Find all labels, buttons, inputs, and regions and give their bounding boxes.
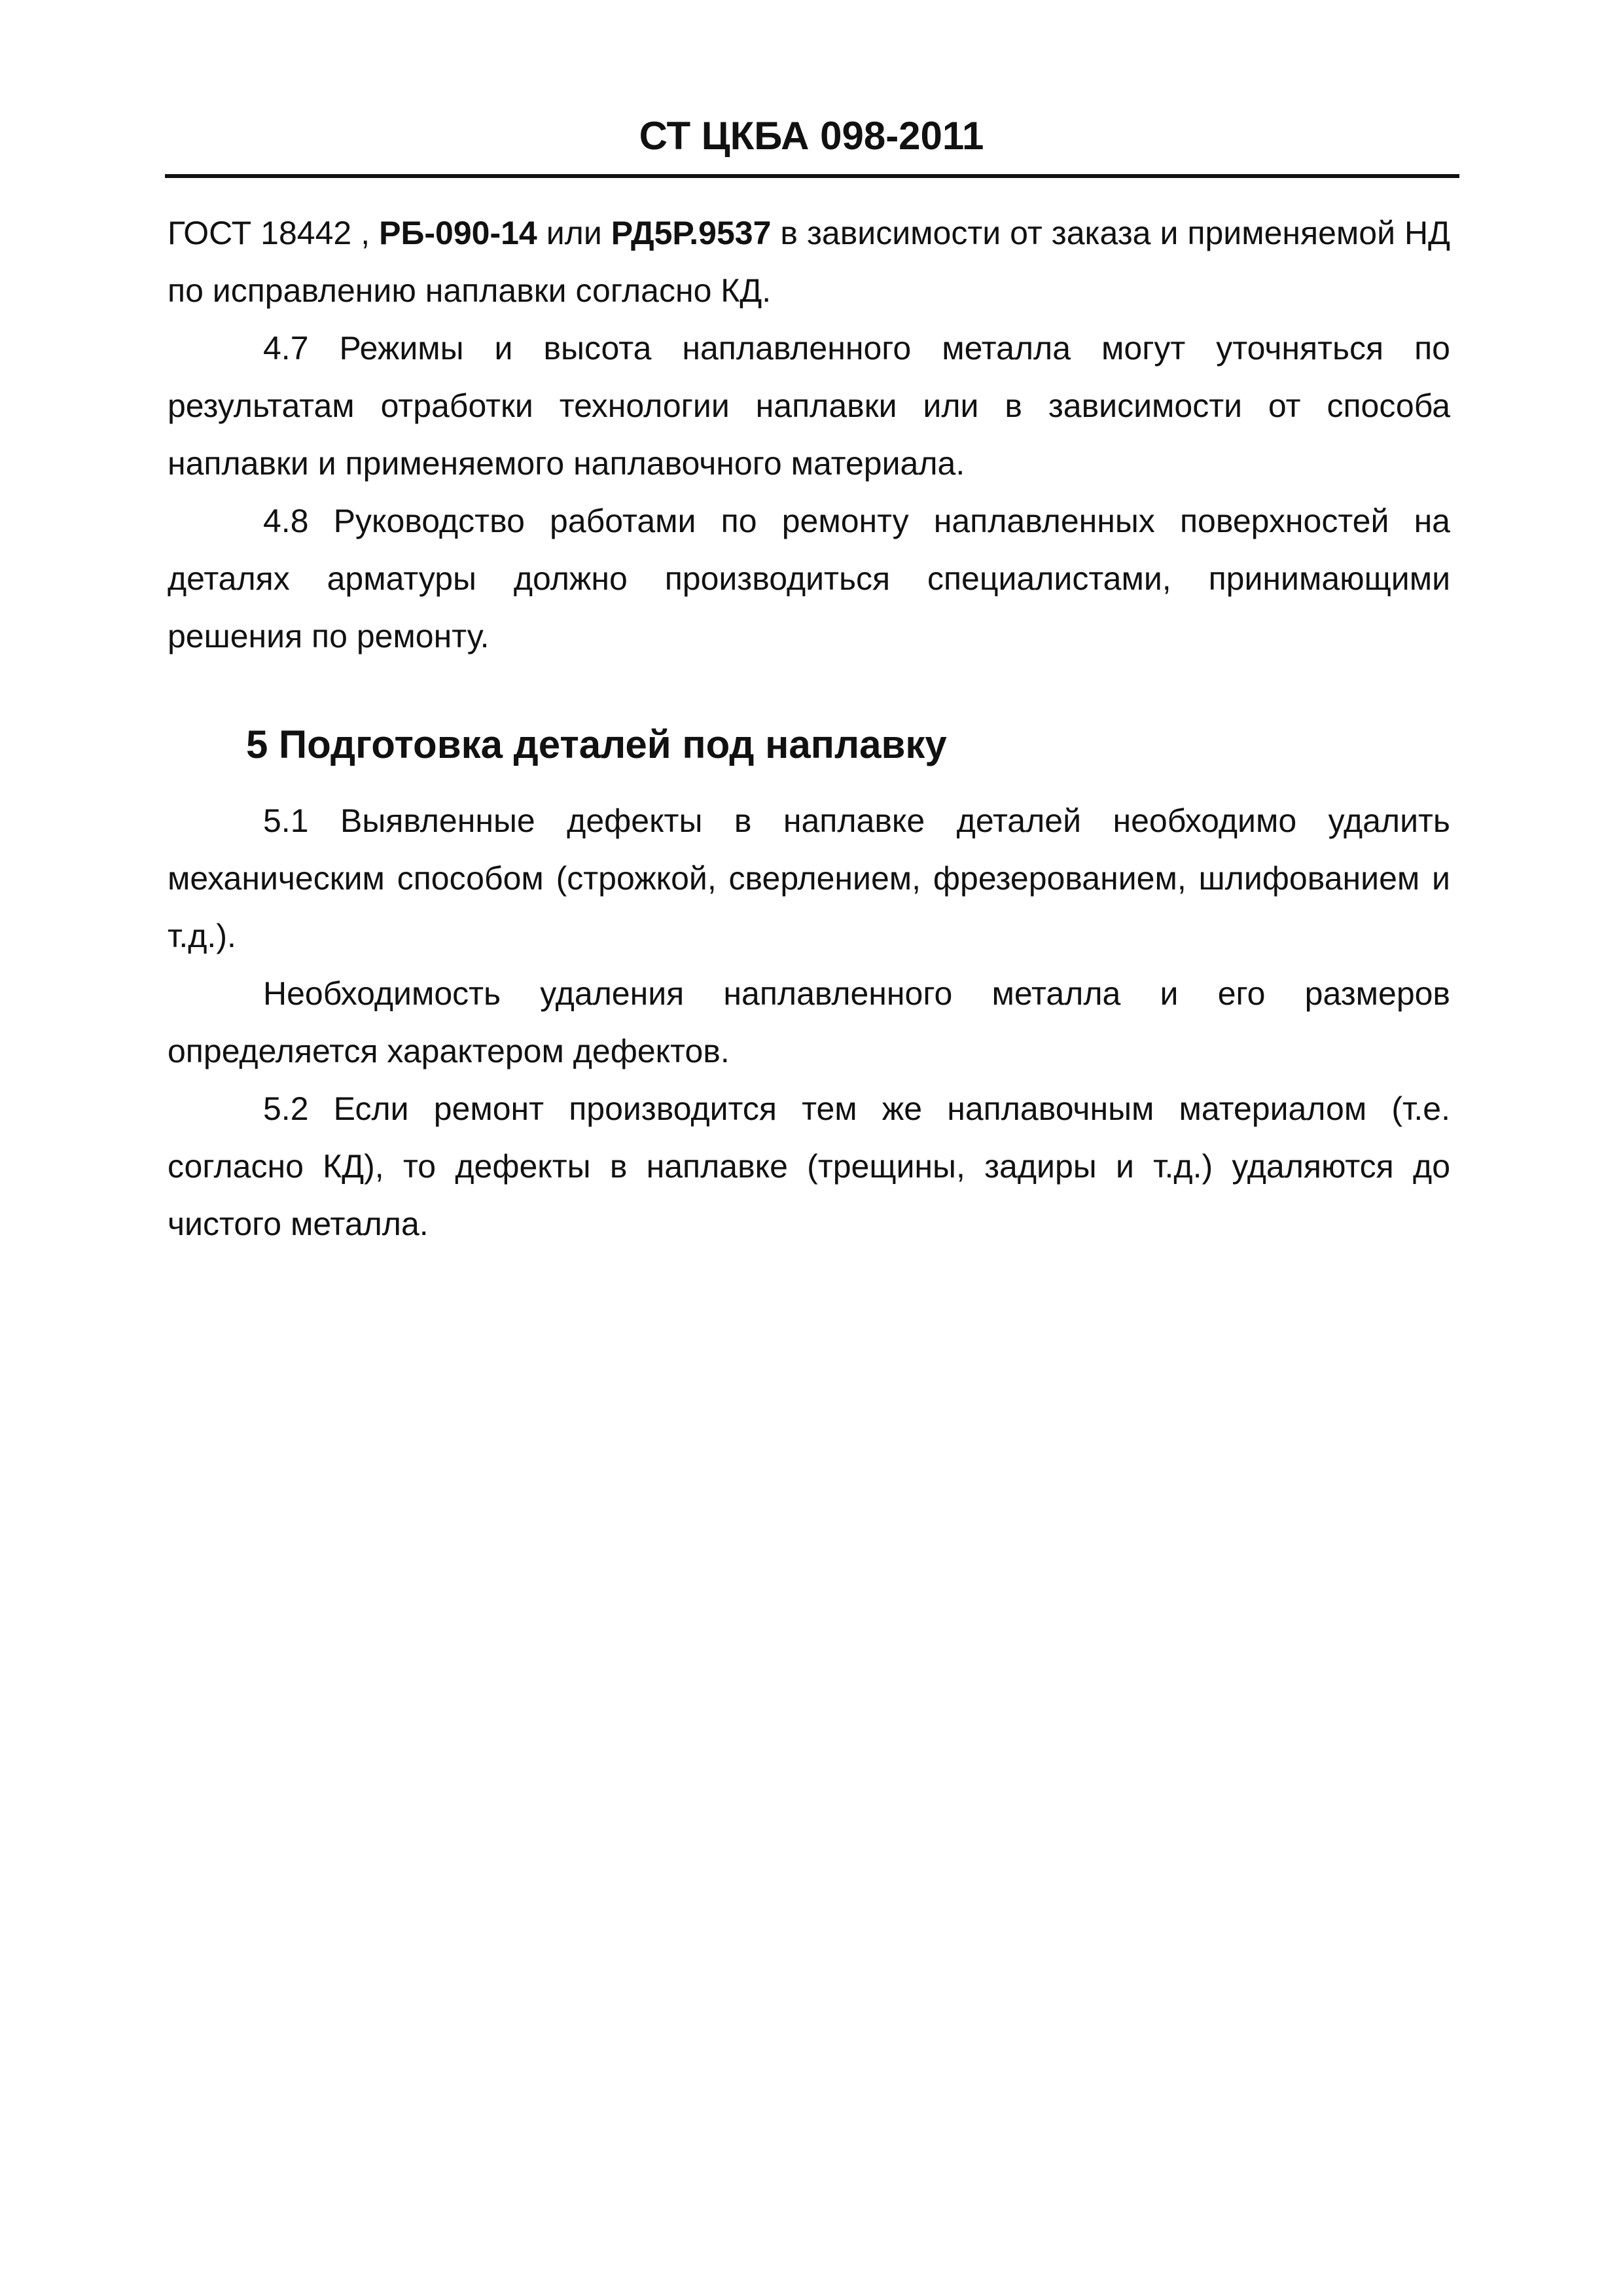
clause-4-8: 4.8 Руководство работами по ремонту наплавленных поверхностей на деталях арматуры должно производиться специалистами, принимающими решения по ремонту. bbox=[168, 503, 1450, 655]
continuation-text-2: или bbox=[537, 215, 611, 251]
continuation-paragraph bbox=[168, 204, 1450, 319]
reference-rb: РБ-090-14 bbox=[379, 215, 537, 251]
continuation-text-3: в зависимости от заказа и применяемой НД по исправлению наплавки согласно КД. bbox=[168, 215, 1450, 309]
clause-4-7: 4.7 Режимы и высота наплавленного металла могут уточняться по результатам отработки технологии наплавки или в зависимости от способа наплавки и применяемого наплавочного материала. bbox=[168, 330, 1450, 482]
reference-rd: РД5Р.9537 bbox=[611, 215, 772, 251]
section-5-heading: 5 Подготовка деталей под наплавку bbox=[246, 723, 947, 766]
document-body bbox=[168, 204, 1450, 1253]
continuation-text-1: ГОСТ 18442 , bbox=[168, 215, 380, 251]
clause-5-2: 5.2 Если ремонт производится тем же наплавочным материалом (т.е. согласно КД), то дефекты в наплавке (трещины, задиры и т.д.) удаляются до чистого металла. bbox=[168, 1090, 1450, 1242]
clause-5-1-note: Необходимость удаления наплавленного металла и его размеров определяется характером дефектов. bbox=[168, 975, 1450, 1069]
document-code-header: СТ ЦКБА 098-2011 bbox=[639, 114, 984, 158]
header-rule bbox=[165, 174, 1459, 178]
clause-5-1: 5.1 Выявленные дефекты в наплавке деталей необходимо удалить механическим способом (строжкой, сверлением, фрезерованием, шлифованием и т.д.). bbox=[168, 802, 1450, 954]
